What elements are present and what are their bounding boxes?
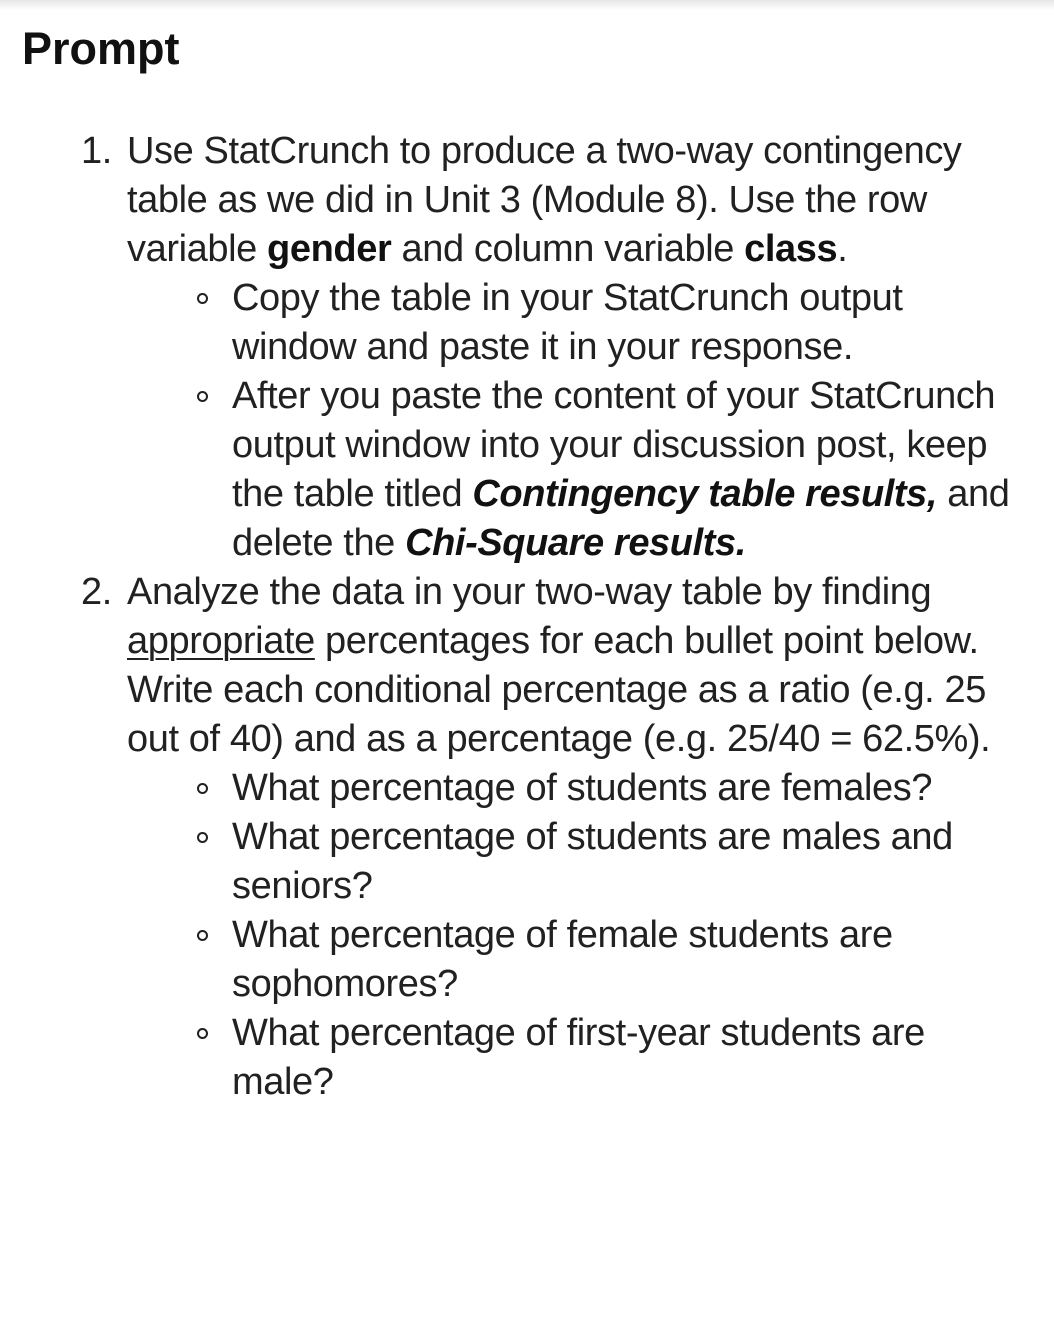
bullet-text: Copy the table in your StatCrunch output window and paste it in your response. bbox=[232, 277, 903, 368]
item-text: Use StatCrunch to produce a two-way contingency table as we did in Unit 3 (Module 8). Use the row variable bbox=[127, 130, 962, 270]
bullet-item bbox=[232, 764, 1024, 813]
bullet-item bbox=[232, 911, 1024, 1009]
page-title: Prompt bbox=[22, 23, 180, 74]
hollow-circle-bullet-icon bbox=[197, 293, 208, 304]
bold-term-class: class bbox=[744, 228, 838, 270]
emphasis-contingency-table: Contingency table results, bbox=[472, 473, 938, 515]
hollow-circle-bullet-icon bbox=[197, 832, 208, 843]
bullet-item bbox=[232, 813, 1024, 911]
bullet-text: What percentage of students are females? bbox=[232, 767, 933, 809]
bullet-text: and delete the bbox=[232, 473, 1010, 564]
list-item-2 bbox=[0, 568, 1054, 1107]
list-item-1 bbox=[0, 127, 1054, 568]
bullet-item bbox=[232, 274, 1024, 372]
underlined-term: appropriate bbox=[127, 620, 315, 662]
bullet-item bbox=[232, 1009, 1024, 1107]
hollow-circle-bullet-icon bbox=[197, 783, 208, 794]
bullet-text: What percentage of first-year students are male? bbox=[232, 1012, 925, 1103]
top-shadow bbox=[0, 0, 1054, 10]
sub-list bbox=[127, 274, 1024, 568]
item-text: and column variable bbox=[391, 228, 745, 270]
item-number: 1. bbox=[81, 130, 112, 172]
item-text: Analyze the data in your two-way table by finding bbox=[127, 571, 932, 613]
sub-list bbox=[127, 764, 1024, 1107]
bullet-text: What percentage of female students are sophomores? bbox=[232, 914, 893, 1005]
hollow-circle-bullet-icon bbox=[197, 391, 208, 402]
bullet-text: After you paste the content of your StatCrunch output window into your discussion post, keep the table titled bbox=[232, 375, 996, 515]
bullet-item bbox=[232, 372, 1024, 568]
bullet-text: What percentage of students are males and seniors? bbox=[232, 816, 953, 907]
item-text: percentages for each bullet point below. Write each conditional percentage as a ratio (e.g. 25 out of 40) and as a percentage (e.g. 25/40 = 62.5%). bbox=[127, 620, 991, 760]
item-text: . bbox=[837, 228, 848, 270]
emphasis-chi-square: Chi-Square results. bbox=[405, 522, 746, 564]
hollow-circle-bullet-icon bbox=[197, 1028, 208, 1039]
hollow-circle-bullet-icon bbox=[197, 930, 208, 941]
item-number: 2. bbox=[81, 571, 112, 613]
bold-term-gender: gender bbox=[267, 228, 392, 270]
prompt-list bbox=[0, 127, 1054, 1107]
